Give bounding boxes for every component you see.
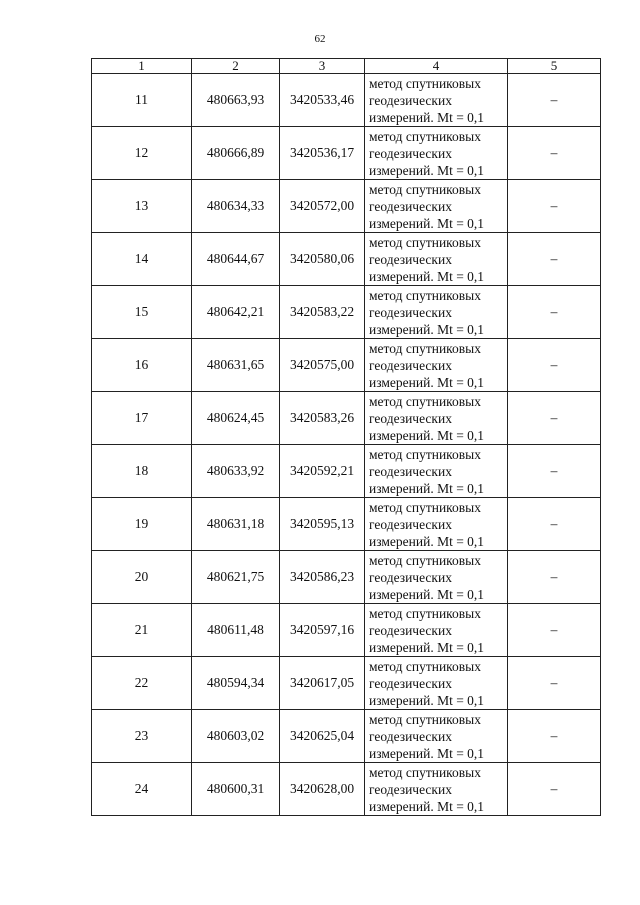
x-coordinate-cell: 480663,93 xyxy=(192,74,280,127)
table-row xyxy=(92,339,601,392)
method-cell xyxy=(365,763,508,816)
note-cell: – xyxy=(508,498,601,551)
table-row xyxy=(92,604,601,657)
y-coordinate-cell: 3420572,00 xyxy=(280,180,365,233)
x-coordinate-cell: 480633,92 xyxy=(192,445,280,498)
y-coordinate-cell: 3420575,00 xyxy=(280,339,365,392)
x-coordinate-cell: 480621,75 xyxy=(192,551,280,604)
table-row xyxy=(92,74,601,127)
method-cell xyxy=(365,710,508,763)
header-col-3: 3 xyxy=(280,59,365,74)
point-number-cell: 13 xyxy=(92,180,192,233)
table-header xyxy=(92,59,601,74)
method-cell xyxy=(365,180,508,233)
method-line: геодезических xyxy=(369,675,452,691)
method-line: геодезических xyxy=(369,198,452,214)
y-coordinate-cell: 3420533,46 xyxy=(280,74,365,127)
header-col-1: 1 xyxy=(92,59,192,74)
table-row xyxy=(92,286,601,339)
method-line: геодезических xyxy=(369,781,452,797)
note-cell: – xyxy=(508,604,601,657)
table-row xyxy=(92,710,601,763)
point-number-cell: 15 xyxy=(92,286,192,339)
table-row xyxy=(92,657,601,710)
table-row xyxy=(92,763,601,816)
method-line: геодезических xyxy=(369,410,452,426)
method-line: метод спутниковых xyxy=(369,75,481,91)
method-line: метод спутниковых xyxy=(369,764,481,780)
method-cell xyxy=(365,604,508,657)
point-number-cell: 22 xyxy=(92,657,192,710)
note-cell: – xyxy=(508,180,601,233)
method-cell xyxy=(365,498,508,551)
y-coordinate-cell: 3420580,06 xyxy=(280,233,365,286)
method-line: измерений. Mt = 0,1 xyxy=(369,586,485,602)
y-coordinate-cell: 3420583,26 xyxy=(280,392,365,445)
table-row xyxy=(92,498,601,551)
table-row xyxy=(92,180,601,233)
y-coordinate-cell: 3420583,22 xyxy=(280,286,365,339)
method-line: измерений. Mt = 0,1 xyxy=(369,745,485,761)
method-line: метод спутниковых xyxy=(369,234,481,250)
header-col-4: 4 xyxy=(365,59,508,74)
method-line: геодезических xyxy=(369,516,452,532)
note-cell: – xyxy=(508,657,601,710)
method-line: измерений. Mt = 0,1 xyxy=(369,162,485,178)
method-line: метод спутниковых xyxy=(369,499,481,515)
point-number-cell: 14 xyxy=(92,233,192,286)
point-number-cell: 19 xyxy=(92,498,192,551)
x-coordinate-cell: 480634,33 xyxy=(192,180,280,233)
method-cell xyxy=(365,445,508,498)
y-coordinate-cell: 3420592,21 xyxy=(280,445,365,498)
method-cell xyxy=(365,74,508,127)
x-coordinate-cell: 480611,48 xyxy=(192,604,280,657)
note-cell: – xyxy=(508,445,601,498)
method-line: геодезических xyxy=(369,728,452,744)
x-coordinate-cell: 480666,89 xyxy=(192,127,280,180)
method-line: геодезических xyxy=(369,304,452,320)
point-number-cell: 23 xyxy=(92,710,192,763)
x-coordinate-cell: 480624,45 xyxy=(192,392,280,445)
table-body xyxy=(92,74,601,816)
method-cell xyxy=(365,392,508,445)
method-line: метод спутниковых xyxy=(369,287,481,303)
method-cell xyxy=(365,127,508,180)
y-coordinate-cell: 3420586,23 xyxy=(280,551,365,604)
table-row xyxy=(92,392,601,445)
x-coordinate-cell: 480600,31 xyxy=(192,763,280,816)
method-line: геодезических xyxy=(369,622,452,638)
method-line: геодезических xyxy=(369,145,452,161)
point-number-cell: 21 xyxy=(92,604,192,657)
method-line: измерений. Mt = 0,1 xyxy=(369,692,485,708)
point-number-cell: 18 xyxy=(92,445,192,498)
method-line: метод спутниковых xyxy=(369,446,481,462)
x-coordinate-cell: 480594,34 xyxy=(192,657,280,710)
table-row xyxy=(92,233,601,286)
x-coordinate-cell: 480603,02 xyxy=(192,710,280,763)
header-col-2: 2 xyxy=(192,59,280,74)
note-cell: – xyxy=(508,127,601,180)
method-line: геодезических xyxy=(369,569,452,585)
method-line: измерений. Mt = 0,1 xyxy=(369,268,485,284)
y-coordinate-cell: 3420617,05 xyxy=(280,657,365,710)
note-cell: – xyxy=(508,233,601,286)
method-line: измерений. Mt = 0,1 xyxy=(369,321,485,337)
x-coordinate-cell: 480644,67 xyxy=(192,233,280,286)
method-line: метод спутниковых xyxy=(369,658,481,674)
method-line: измерений. Mt = 0,1 xyxy=(369,480,485,496)
y-coordinate-cell: 3420625,04 xyxy=(280,710,365,763)
method-line: метод спутниковых xyxy=(369,128,481,144)
table-row xyxy=(92,551,601,604)
method-line: метод спутниковых xyxy=(369,605,481,621)
note-cell: – xyxy=(508,74,601,127)
method-line: метод спутниковых xyxy=(369,340,481,356)
table-row xyxy=(92,127,601,180)
point-number-cell: 17 xyxy=(92,392,192,445)
note-cell: – xyxy=(508,551,601,604)
method-cell xyxy=(365,286,508,339)
page-number: 62 xyxy=(314,33,326,45)
table-row xyxy=(92,445,601,498)
coordinates-table xyxy=(91,58,601,816)
note-cell: – xyxy=(508,286,601,339)
method-line: метод спутниковых xyxy=(369,393,481,409)
x-coordinate-cell: 480631,18 xyxy=(192,498,280,551)
header-col-5: 5 xyxy=(508,59,601,74)
method-cell xyxy=(365,339,508,392)
x-coordinate-cell: 480631,65 xyxy=(192,339,280,392)
note-cell: – xyxy=(508,339,601,392)
point-number-cell: 11 xyxy=(92,74,192,127)
note-cell: – xyxy=(508,710,601,763)
method-line: метод спутниковых xyxy=(369,181,481,197)
method-line: измерений. Mt = 0,1 xyxy=(369,798,485,814)
method-line: измерений. Mt = 0,1 xyxy=(369,639,485,655)
method-line: измерений. Mt = 0,1 xyxy=(369,533,485,549)
method-line: геодезических xyxy=(369,92,452,108)
y-coordinate-cell: 3420628,00 xyxy=(280,763,365,816)
method-line: геодезических xyxy=(369,463,452,479)
method-line: измерений. Mt = 0,1 xyxy=(369,374,485,390)
point-number-cell: 16 xyxy=(92,339,192,392)
y-coordinate-cell: 3420595,13 xyxy=(280,498,365,551)
method-line: измерений. Mt = 0,1 xyxy=(369,215,485,231)
method-cell xyxy=(365,657,508,710)
method-line: геодезических xyxy=(369,357,452,373)
method-cell xyxy=(365,551,508,604)
method-line: геодезических xyxy=(369,251,452,267)
method-line: измерений. Mt = 0,1 xyxy=(369,109,485,125)
point-number-cell: 12 xyxy=(92,127,192,180)
header-row xyxy=(92,59,601,74)
x-coordinate-cell: 480642,21 xyxy=(192,286,280,339)
method-cell xyxy=(365,233,508,286)
method-line: метод спутниковых xyxy=(369,552,481,568)
method-line: измерений. Mt = 0,1 xyxy=(369,427,485,443)
point-number-cell: 20 xyxy=(92,551,192,604)
y-coordinate-cell: 3420536,17 xyxy=(280,127,365,180)
point-number-cell: 24 xyxy=(92,763,192,816)
note-cell: – xyxy=(508,392,601,445)
note-cell: – xyxy=(508,763,601,816)
y-coordinate-cell: 3420597,16 xyxy=(280,604,365,657)
method-line: метод спутниковых xyxy=(369,711,481,727)
